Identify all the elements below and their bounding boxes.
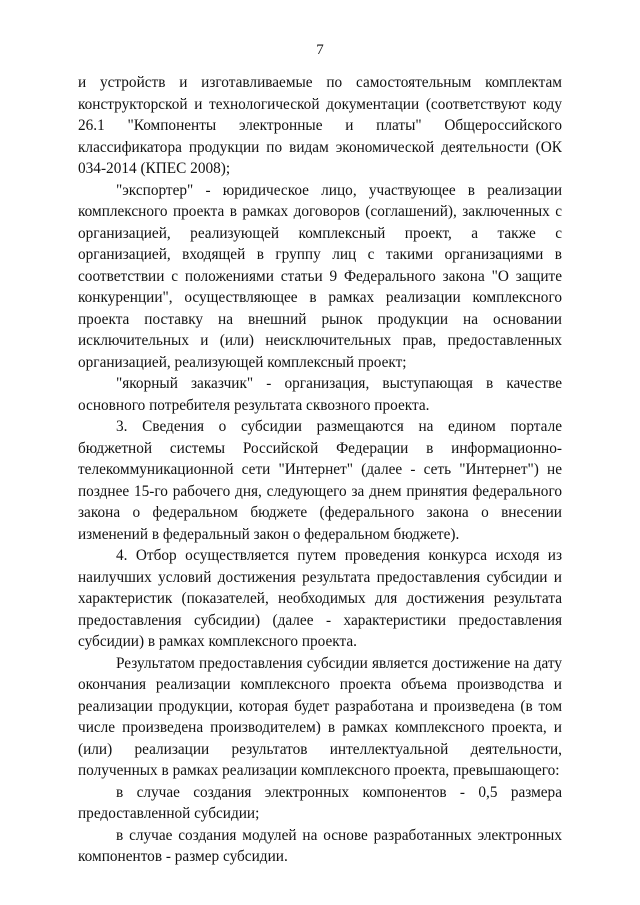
paragraph-modules: в случае создания модулей на основе разработанных электронных компонентов - размер субсидии. (78, 826, 562, 865)
paragraph-electronic-components: в случае создания электронных компонентов - 0,5 размера предоставленной субсидии; (78, 783, 562, 822)
document-body (78, 72, 562, 868)
paragraph-item-3: 3. Сведения о субсидии размещаются на едином портале бюджетной системы Российской Федерации в информационно-телекоммуникационной сети "Интернет" (далее - сеть "Интернет") не позднее 15-го рабочего дня, следующего за днем принятия федерального закона о федеральном бюджете (федерального закона о внесении изменений в федеральный закон о федеральном бюджете). (78, 418, 562, 543)
paragraph-exporter-definition: "экспортер" - юридическое лицо, участвующее в реализации комплексного проекта в рамках договоров (соглашений), заключенных с организацией, реализующей комплексный проект, а также с организацией, входящей в группу лиц с такими организациями в соответствии с положениями статьи 9 Федерального закона "О защите конкуренции", осуществляющее в рамках реализации комплексного проекта поставку на внешний рынок продукции на основании исключительных и (или) неисключительных прав, предоставленных организацией, реализующей комплексный проект; (78, 181, 562, 371)
paragraph-item-4: 4. Отбор осуществляется путем проведения конкурса исходя из наилучших условий достижения результата предоставления субсидии и характеристик (показателей, необходимых для достижения результата предоставления субсидии) (далее - характеристики предоставления субсидии) в рамках комплексного проекта. (78, 547, 562, 650)
page-number: 7 (316, 42, 324, 58)
paragraph-anchor-customer-definition: "якорный заказчик" - организация, выступающая в качестве основного потребителя результата сквозного проекта. (78, 375, 562, 414)
paragraph-continuation: и устройств и изготавливаемые по самостоятельным комплектам конструкторской и технологической документации (соответствуют коду 26.1 "Компоненты электронные и платы" Общероссийского классификатора продукции по видам экономической деятельности (ОК 034-2014 (КПЕС 2008); (78, 74, 562, 177)
paragraph-subsidy-result: Результатом предоставления субсидии является достижение на дату окончания реализации комплексного проекта объема производства и реализации продукции, которая будет разработана и произведена (в том числе произведена производителем) в рамках комплексного проекта, и (или) реализации результатов интеллектуальной деятельности, полученных в рамках реализации комплексного проекта, превышающего: (78, 654, 562, 779)
